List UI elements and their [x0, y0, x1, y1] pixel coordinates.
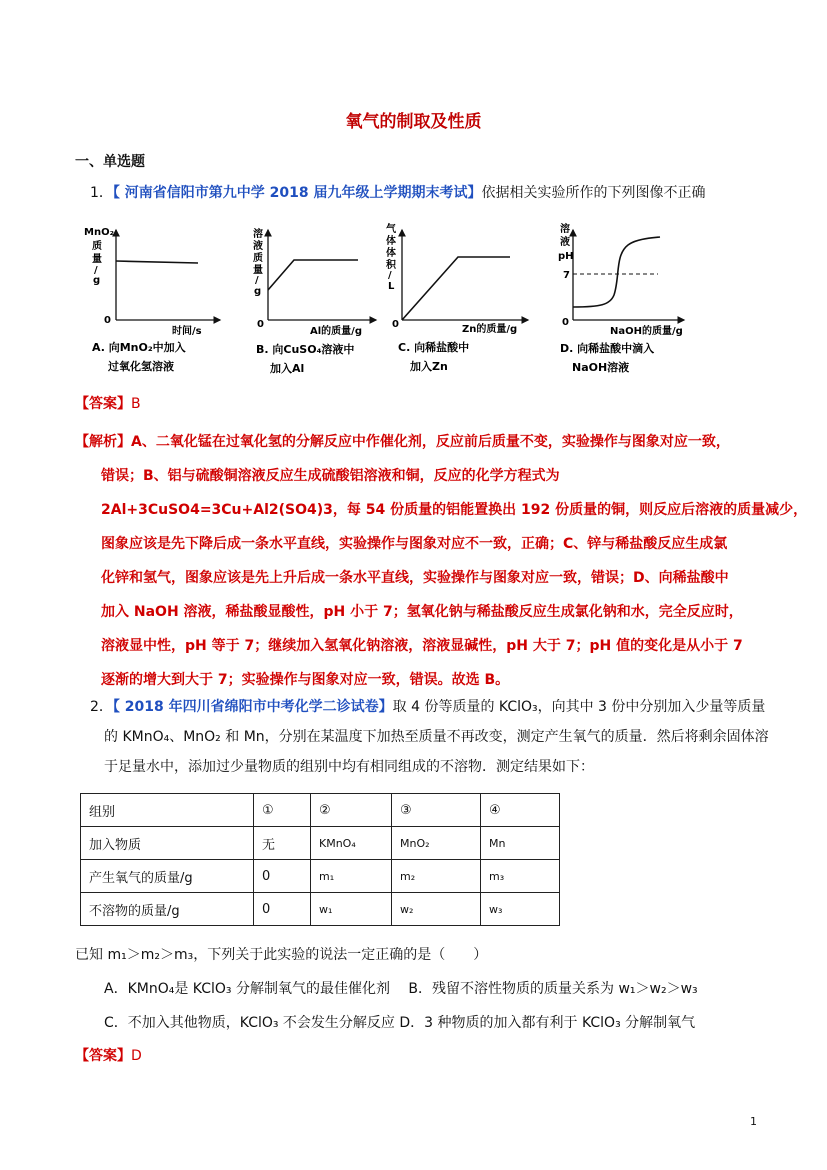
question-2-known: 已知 m₁＞m₂＞m₃，下列关于此实验的说法一定正确的是（ ）	[75, 947, 488, 963]
graph-b-curve	[268, 260, 358, 290]
graph-c-ylabel-4: /	[388, 270, 392, 281]
question-1-graphs	[80, 215, 700, 385]
table-cell: w₁	[311, 893, 392, 926]
question-1-analysis	[75, 425, 808, 697]
table-cell: w₂	[392, 893, 481, 926]
graph-c-ylabel-3: 积	[386, 260, 396, 271]
graph-c-curve	[402, 257, 510, 320]
table-cell: Mn	[481, 827, 560, 860]
graph-b-caption-0: B. 向CuSO₄溶液中	[256, 343, 355, 356]
graph-c-caption-0: C. 向稀盐酸中	[398, 341, 470, 354]
table-cell: 无	[254, 827, 311, 860]
analysis-line-1: 错误；B、铝与硫酸铜溶液反应生成硫酸铝溶液和铜，反应的化学方程式为	[101, 468, 560, 484]
table-row	[81, 827, 560, 860]
analysis-line-5: 加入 NaOH 溶液，稀盐酸显酸性，pH 小于 7；氢氧化钠与稀盐酸反应生成氯化钠和水，完全反应时，	[101, 604, 743, 620]
graph-c	[386, 222, 528, 373]
graph-b-ylabel-1: 液	[253, 241, 263, 252]
graph-c-xlabel: Zn的质量/g	[462, 324, 518, 335]
graph-b-ylabel-4: /	[255, 275, 259, 286]
graph-b-ylabel-2: 质	[253, 253, 263, 264]
table-row	[81, 893, 560, 926]
question-1-header	[90, 183, 706, 203]
question-2-options-ab: A．KMnO₄是 KClO₃ 分解制氧气的最佳催化剂 B．残留不溶性物质的质量关系为 w₁＞w₂＞w₃	[104, 981, 698, 997]
graph-d-curve	[573, 237, 660, 307]
graph-b-xlabel: Al的质量/g	[310, 326, 362, 337]
question-1-answer-label: 【答案】	[75, 396, 131, 412]
question-2-answer-value: D	[131, 1048, 142, 1064]
graph-a-ylabel-2: 量	[92, 254, 102, 265]
table-cell: ④	[481, 794, 560, 827]
table-cell: 0	[254, 893, 311, 926]
graph-d-caption-0: D. 向稀盐酸中滴入	[560, 342, 655, 355]
graph-c-ylabel-1: 体	[386, 236, 396, 247]
question-2-stem-0: 取 4 份等质量的 KClO₃，向其中 3 份中分别加入少量等质量	[392, 699, 766, 715]
results-table	[80, 793, 560, 926]
graph-c-ylabel-5: L	[388, 281, 395, 292]
analysis-line-0: 【解析】A、二氧化锰在过氧化氢的分解反应中作催化剂，反应前后质量不变，实验操作与图象对应一致，	[75, 434, 730, 450]
graph-a	[84, 227, 220, 373]
graph-c-origin: 0	[392, 319, 399, 330]
page-number: 1	[750, 1115, 757, 1128]
question-2-header	[90, 697, 765, 717]
question-2-stem-1: 的 KMnO₄、MnO₂ 和 Mn，分别在某温度下加热至质量不再改变，测定产生氧气的质量．然后将剩余固体溶	[104, 729, 769, 745]
question-1-number: 1．	[90, 185, 113, 201]
graph-d-ylabel-0: 溶	[560, 224, 570, 235]
graph-b-ylabel-0: 溶	[253, 229, 263, 240]
question-2-answer	[75, 1045, 142, 1065]
table-cell: MnO₂	[392, 827, 481, 860]
graph-a-xlabel: 时间/s	[172, 326, 202, 337]
table-cell: KMnO₄	[311, 827, 392, 860]
graph-d-caption-1: NaOH溶液	[572, 361, 630, 374]
table-cell: m₃	[481, 860, 560, 893]
table-cell: w₃	[481, 893, 560, 926]
graph-d-ylabel-1: 液	[560, 237, 570, 248]
graph-a-ylabel-1: 质	[92, 241, 102, 252]
section-heading: 一、单选题	[75, 154, 145, 170]
table-cell: ③	[392, 794, 481, 827]
analysis-line-2: 2Al+3CuSO4=3Cu+Al2(SO4)3，每 54 份质量的铝能置换出 192 份质量的铜，则反应后溶液的质量减少，	[101, 502, 808, 518]
table-cell: 0	[254, 860, 311, 893]
graph-d	[558, 222, 684, 374]
analysis-line-7: 逐渐的增大到大于 7；实验操作与图象对应一致，错误。故选 B。	[101, 672, 510, 688]
table-cell: ①	[254, 794, 311, 827]
graph-b-caption-1: 加入Al	[270, 362, 305, 375]
graph-d-xlabel: NaOH的质量/g	[610, 326, 683, 337]
table-row	[81, 860, 560, 893]
analysis-line-6: 溶液显中性，pH 等于 7；继续加入氢氧化钠溶液，溶液显碱性，pH 大于 7；pH 值的变化是从小于 7	[101, 638, 743, 654]
question-1-answer	[75, 393, 141, 413]
graph-a-caption-1: 过氧化氢溶液	[108, 360, 174, 373]
table-cell: 不溶物的质量/g	[81, 893, 254, 926]
question-1-stem: 依据相关实验所作的下列图像不正确	[481, 185, 706, 201]
graph-a-ylabel-0: MnO₂	[84, 227, 114, 238]
question-2-options-cd: C．不加入其他物质，KClO₃ 不会发生分解反应 D．3 种物质的加入都有利于 KClO₃ 分解制氧气	[104, 1015, 696, 1031]
graph-d-origin: 0	[562, 317, 569, 328]
question-2-number: 2．	[90, 699, 113, 715]
graph-b	[253, 227, 376, 375]
question-2-stem-2: 于足量水中，添加过少量物质的组别中均有相同组成的不溶物．测定结果如下：	[104, 759, 594, 775]
table-row	[81, 794, 560, 827]
question-2-source: 【 2018 年四川省绵阳市中考化学二诊试卷】	[112, 699, 393, 715]
graph-b-ylabel-5: g	[254, 286, 262, 297]
question-1-source: 【 河南省信阳市第九中学 2018 届九年级上学期期末考试】	[112, 185, 482, 201]
question-1-answer-value: B	[131, 396, 141, 412]
graph-a-curve	[116, 261, 198, 263]
graph-a-ylabel-3: /	[94, 265, 98, 276]
graph-d-ylabel-2: pH	[558, 251, 574, 262]
graph-a-caption-0: A. 向MnO₂中加入	[92, 341, 186, 354]
table-cell: m₂	[392, 860, 481, 893]
graph-c-ylabel-2: 体	[386, 248, 396, 259]
graph-b-ylabel-3: 量	[253, 265, 263, 276]
analysis-line-3: 图象应该是先下降后成一条水平直线，实验操作与图象对应不一致，正确；C、锌与稀盐酸反应生成氯	[101, 536, 728, 552]
graph-b-origin: 0	[257, 319, 264, 330]
graph-a-ylabel-4: g	[93, 275, 101, 286]
analysis-line-4: 化锌和氢气，图象应该是先上升后成一条水平直线，实验操作与图象对应一致，错误；D、向稀盐酸中	[101, 570, 729, 586]
table-cell: 组别	[81, 794, 254, 827]
table-cell: 加入物质	[81, 827, 254, 860]
graph-c-caption-1: 加入Zn	[410, 360, 448, 373]
graph-a-origin: 0	[104, 315, 111, 326]
table-cell: m₁	[311, 860, 392, 893]
graph-d-ytick-7: 7	[563, 270, 570, 281]
table-cell: ②	[311, 794, 392, 827]
table-cell: 产生氧气的质量/g	[81, 860, 254, 893]
question-2-answer-label: 【答案】	[75, 1048, 131, 1064]
graph-c-ylabel-0: 气	[386, 224, 396, 235]
page-title: 氧气的制取及性质	[345, 112, 482, 132]
